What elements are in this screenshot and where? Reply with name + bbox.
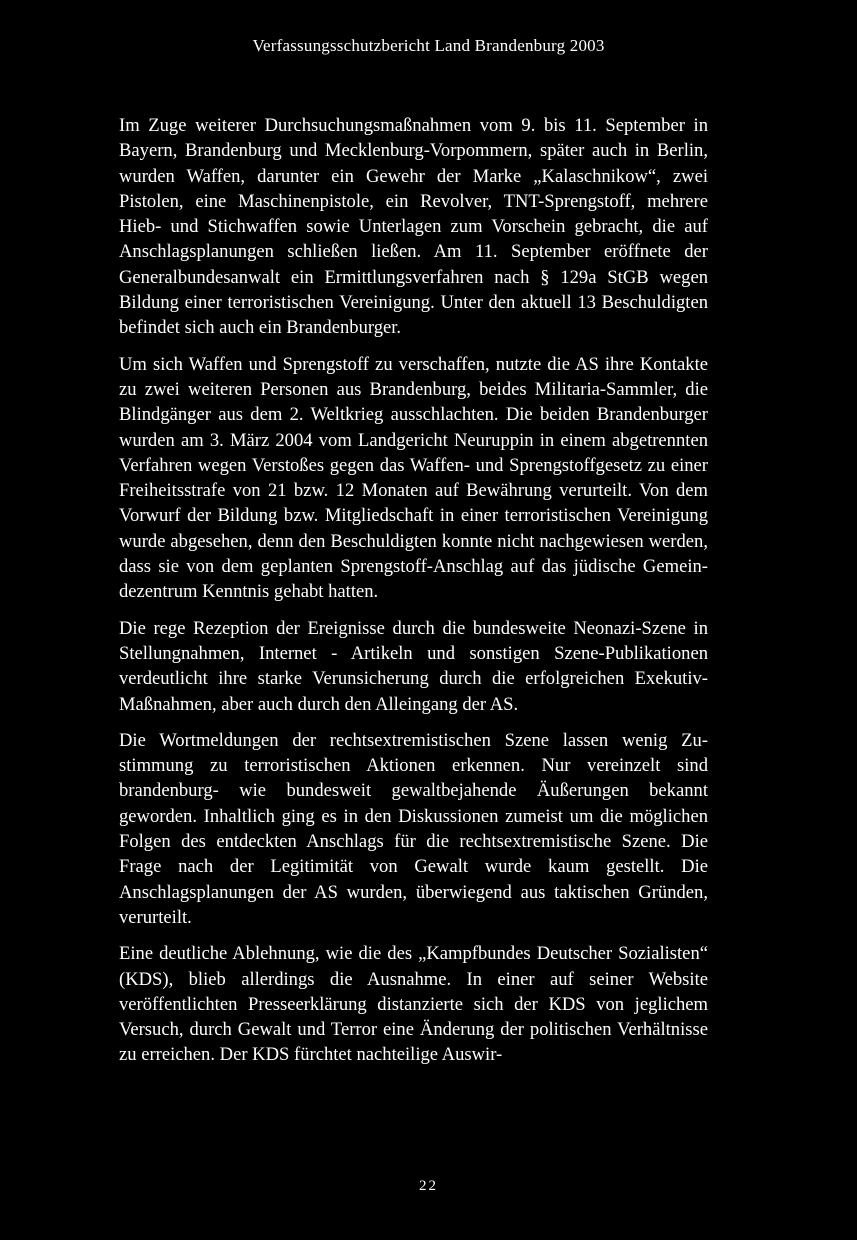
page-number: 22 [419, 1178, 438, 1194]
body-text [119, 113, 708, 1079]
page-header-title: Verfassungsschutzbericht Land Brandenburg 2003 [252, 36, 605, 55]
paragraph: Eine deutliche Ablehnung, wie die des „Kampfbundes Deutscher Sozialisten“ (KDS), blieb allerdings die Ausnahme. In einer auf seiner Website veröffentlichten Presseerklärung distanzierte sich der KDS von jeglichem Versuch, durch Gewalt und Terror eine Änderung der politischen Verhältnisse zu erreichen. Der KDS fürchtet nachteilige Auswir- [119, 943, 708, 1066]
paragraph: Die Wortmeldungen der rechtsextremistischen Szene lassen wenig Zustimmung zu terroristischen Aktionen erkennen. Nur vereinzelt sind brandenburg- wie bundesweit gewaltbejahende Äußerungen bekannt geworden. Inhaltlich ging es in den Diskussionen zumeist um die möglichen Folgen des entdeckten Anschlags für die rechtsextremistische Szene. Die Frage nach der Legitimität von Gewalt wurde kaum gestellt. Die Anschlagsplanungen der AS wurden, überwiegend aus taktischen Gründen, verurteilt. [119, 729, 708, 928]
paragraph: Im Zuge weiterer Durchsuchungsmaßnahmen vom 9. bis 11. September in Bayern, Brandenburg und Mecklenburg-Vorpommern, später auch in Berlin, wurden Waffen, darunter ein Gewehr der Marke „Kalaschnikow“, zwei Pistolen, eine Maschinenpistole, ein Revolver, TNT-Sprengstoff, mehrere Hieb- und Stichwaffen sowie Unterlagen zum Vorschein gebracht, die auf Anschlagsplanungen schließen ließen. Am 11. September eröffnete der Generalbundesanwalt ein Ermittlungsverfahren nach § 129a StGB wegen Bildung einer terroristischen Vereinigung. Unter den aktuell 13 Beschuldigten befindet sich auch ein Brandenburger. [119, 115, 708, 339]
paragraph: Um sich Waffen und Sprengstoff zu verschaffen, nutzte die AS ihre Kontakte zu zwei weiteren Personen aus Brandenburg, beides Militaria-Sammler, die Blindgänger aus dem 2. Weltkrieg ausschlachten. Die beiden Brandenburger wurden am 3. März 2004 vom Landgericht Neuruppin in einem abgetrennten Verfahren wegen Verstoßes gegen das Waffen- und Sprengstoffgesetz zu einer Freiheitsstrafe von 21 bzw. 12 Monaten auf Bewährung verurteilt. Von dem Vorwurf der Bildung bzw. Mitgliedschaft in einer terroristischen Vereinigung wurde abgesehen, denn den Beschuldigten konnte nicht nachgewiesen werden, dass sie von dem geplanten Sprengstoff-Anschlag auf das jüdische Gemeindezentrum Kenntnis gehabt hatten. [119, 353, 708, 603]
paragraph: Die rege Rezeption der Ereignisse durch die bundesweite Neonazi-Szene in Stellungnahmen, Internet - Artikeln und sonstigen Szene-Publikationen verdeutlicht ihre starke Verunsicherung durch die erfolgreichen Exekutiv-Maßnahmen, aber auch durch den Alleingang der AS. [119, 617, 708, 715]
